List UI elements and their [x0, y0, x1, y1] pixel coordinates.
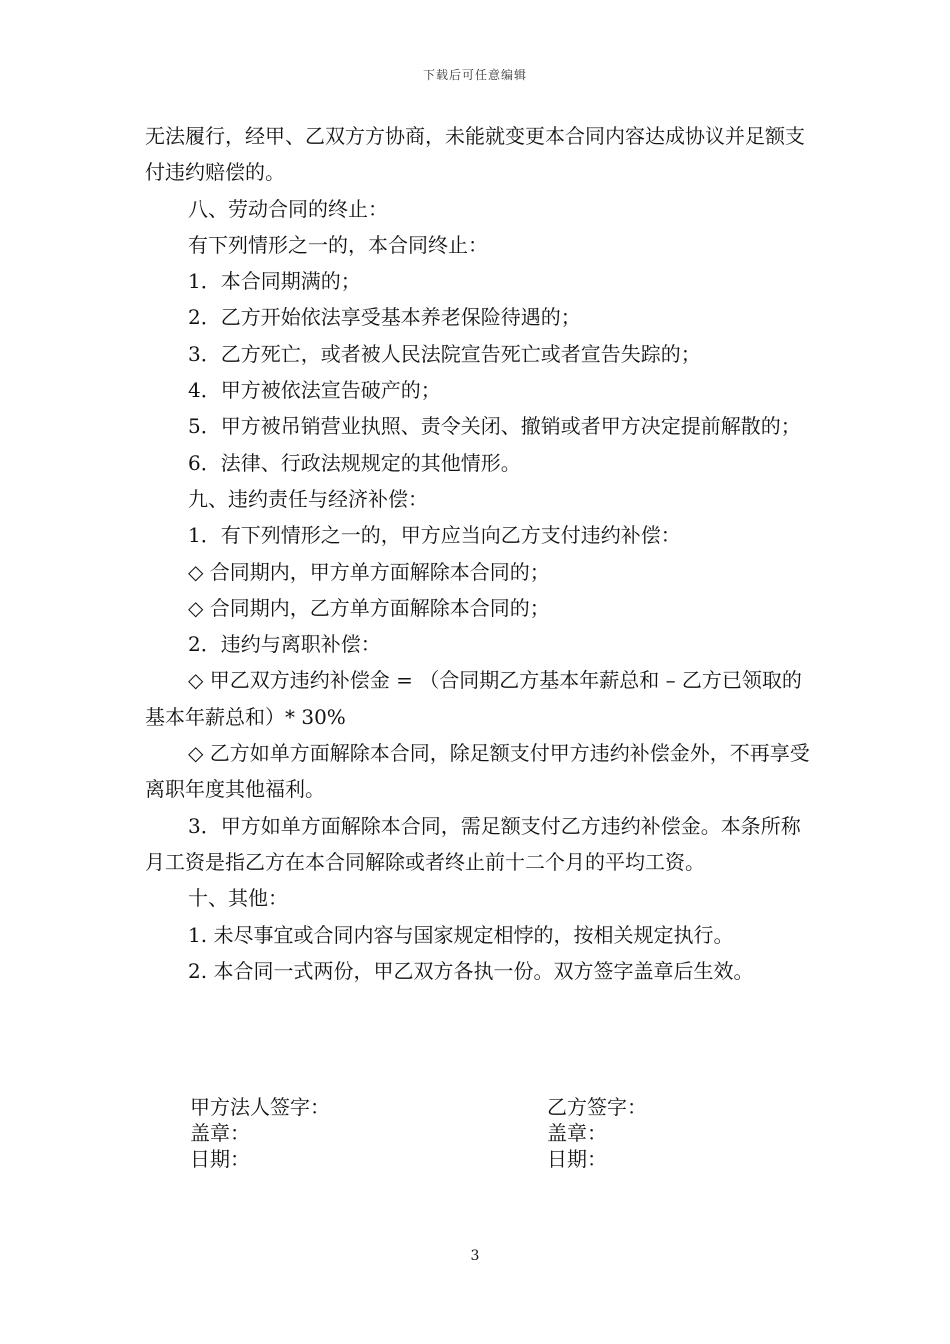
list-item: 3．乙方死亡，或者被人民法院宣告死亡或者宣告失踪的；	[188, 341, 701, 366]
party-a-seal-label: 盖章：	[190, 1121, 250, 1145]
list-item: 6．法律、行政法规规定的其他情形。	[188, 450, 521, 475]
bullet-item: ◇ 合同期内，甲方单方面解除本合同的；	[188, 559, 550, 584]
paragraph: 有下列情形之一的，本合同终止：	[188, 232, 488, 257]
contract-body	[145, 118, 810, 989]
paragraph: 无法履行，经甲、乙双方方协商，未能就变更本合同内容达成协议并足额支付违约赔偿的。	[145, 124, 805, 185]
party-b-signature-column	[547, 1094, 647, 1172]
list-item: 2. 本合同一式两份，甲乙双方各执一份。双方签字盖章后生效。	[188, 958, 754, 983]
list-item: 2．违约与离职补偿：	[188, 632, 381, 657]
list-item: 1．有下列情形之一的，甲方应当向乙方支付违约补偿：	[188, 523, 681, 548]
list-item: 5．甲方被吊销营业执照、责令关闭、撤销或者甲方决定提前解散的；	[188, 414, 801, 439]
bullet-item: ◇ 合同期内，乙方单方面解除本合同的；	[188, 595, 550, 620]
list-item: 3．甲方如单方面解除本合同，需足额支付乙方违约补偿金。本条所称月工资是指乙方在本合同解除或者终止前十二个月的平均工资。	[145, 813, 801, 874]
bullet-item: ◇ 甲乙双方违约补偿金 = （合同期乙方基本年薪总和 – 乙方已领取的基本年薪总和）* 30%	[145, 668, 802, 729]
bullet-item: ◇ 乙方如单方面解除本合同，除足额支付甲方违约补偿金外，不再享受离职年度其他福利。	[145, 741, 810, 802]
page-header: 下载后可任意编辑	[422, 68, 527, 82]
party-b-date-label: 日期：	[547, 1147, 607, 1171]
party-a-signature-column	[190, 1094, 330, 1172]
section-heading-termination: 八、劳动合同的终止：	[188, 196, 388, 221]
page-number: 3	[470, 1248, 480, 1264]
party-b-signature-label: 乙方签字：	[547, 1095, 647, 1119]
list-item: 1．本合同期满的；	[188, 269, 361, 294]
party-b-seal-label: 盖章：	[547, 1121, 607, 1145]
section-heading-liability: 九、违约责任与经济补偿：	[188, 486, 428, 511]
list-item: 1. 未尽事宜或合同内容与国家规定相悖的，按相关规定执行。	[188, 922, 734, 947]
section-heading-other: 十、其他：	[188, 886, 288, 911]
party-a-date-label: 日期：	[190, 1147, 250, 1171]
list-item: 4．甲方被依法宣告破产的；	[188, 378, 441, 403]
party-a-signature-label: 甲方法人签字：	[190, 1095, 330, 1119]
list-item: 2．乙方开始依法享受基本养老保险待遇的；	[188, 305, 581, 330]
